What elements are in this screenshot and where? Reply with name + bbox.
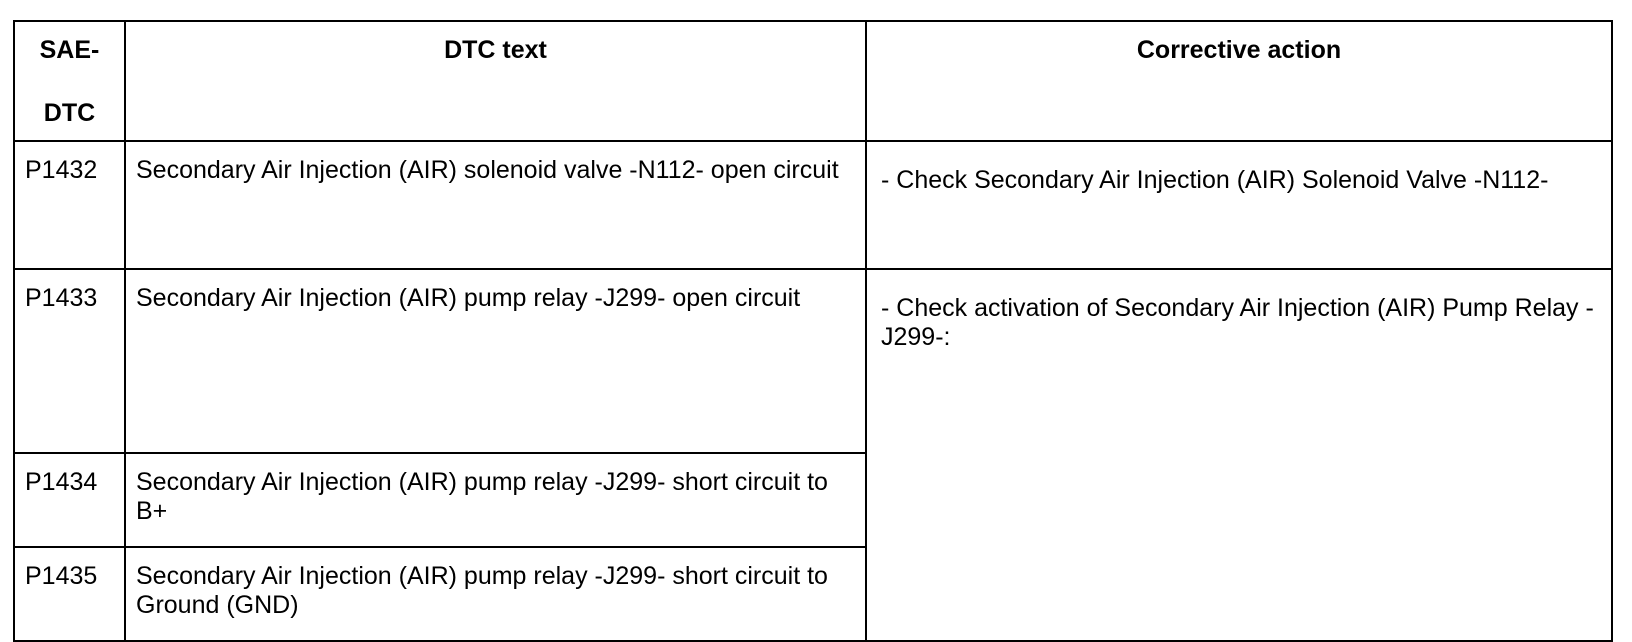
dtc-text: Secondary Air Injection (AIR) pump relay -J299- short circuit to Ground (GND) — [136, 562, 828, 619]
corrective-action-cell — [866, 141, 1612, 269]
table-row — [14, 141, 1612, 269]
dtc-code-cell: P1432 — [14, 141, 125, 269]
dtc-text: Secondary Air Injection (AIR) pump relay -J299- open circuit — [136, 284, 801, 312]
corrective-action-text: - Check activation of Secondary Air Injection (AIR) Pump Relay -J299-: — [881, 294, 1594, 351]
dtc-code-cell: P1435 — [14, 547, 125, 641]
dtc-text-cell — [125, 269, 866, 453]
header-corrective-action: Corrective action — [866, 21, 1612, 141]
dtc-text-cell — [125, 453, 866, 547]
header-sae-line2: DTC — [43, 99, 96, 127]
corrective-action-text: - Check Secondary Air Injection (AIR) Solenoid Valve -N112- — [881, 166, 1549, 194]
dtc-code-cell: P1434 — [14, 453, 125, 547]
header-sae-dtc — [14, 21, 125, 141]
dtc-text-cell — [125, 141, 866, 269]
header-dtc-text: DTC text — [125, 21, 866, 141]
header-sae-line1: SAE- — [39, 36, 100, 64]
dtc-code-cell: P1433 — [14, 269, 125, 453]
dtc-text-cell — [125, 547, 866, 641]
header-row — [14, 21, 1612, 141]
dtc-text: Secondary Air Injection (AIR) pump relay -J299- short circuit to B+ — [136, 468, 828, 525]
dtc-text: Secondary Air Injection (AIR) solenoid valve -N112- open circuit — [136, 156, 839, 184]
dtc-table — [13, 20, 1613, 642]
table-row — [14, 269, 1612, 453]
corrective-action-cell — [866, 269, 1612, 641]
